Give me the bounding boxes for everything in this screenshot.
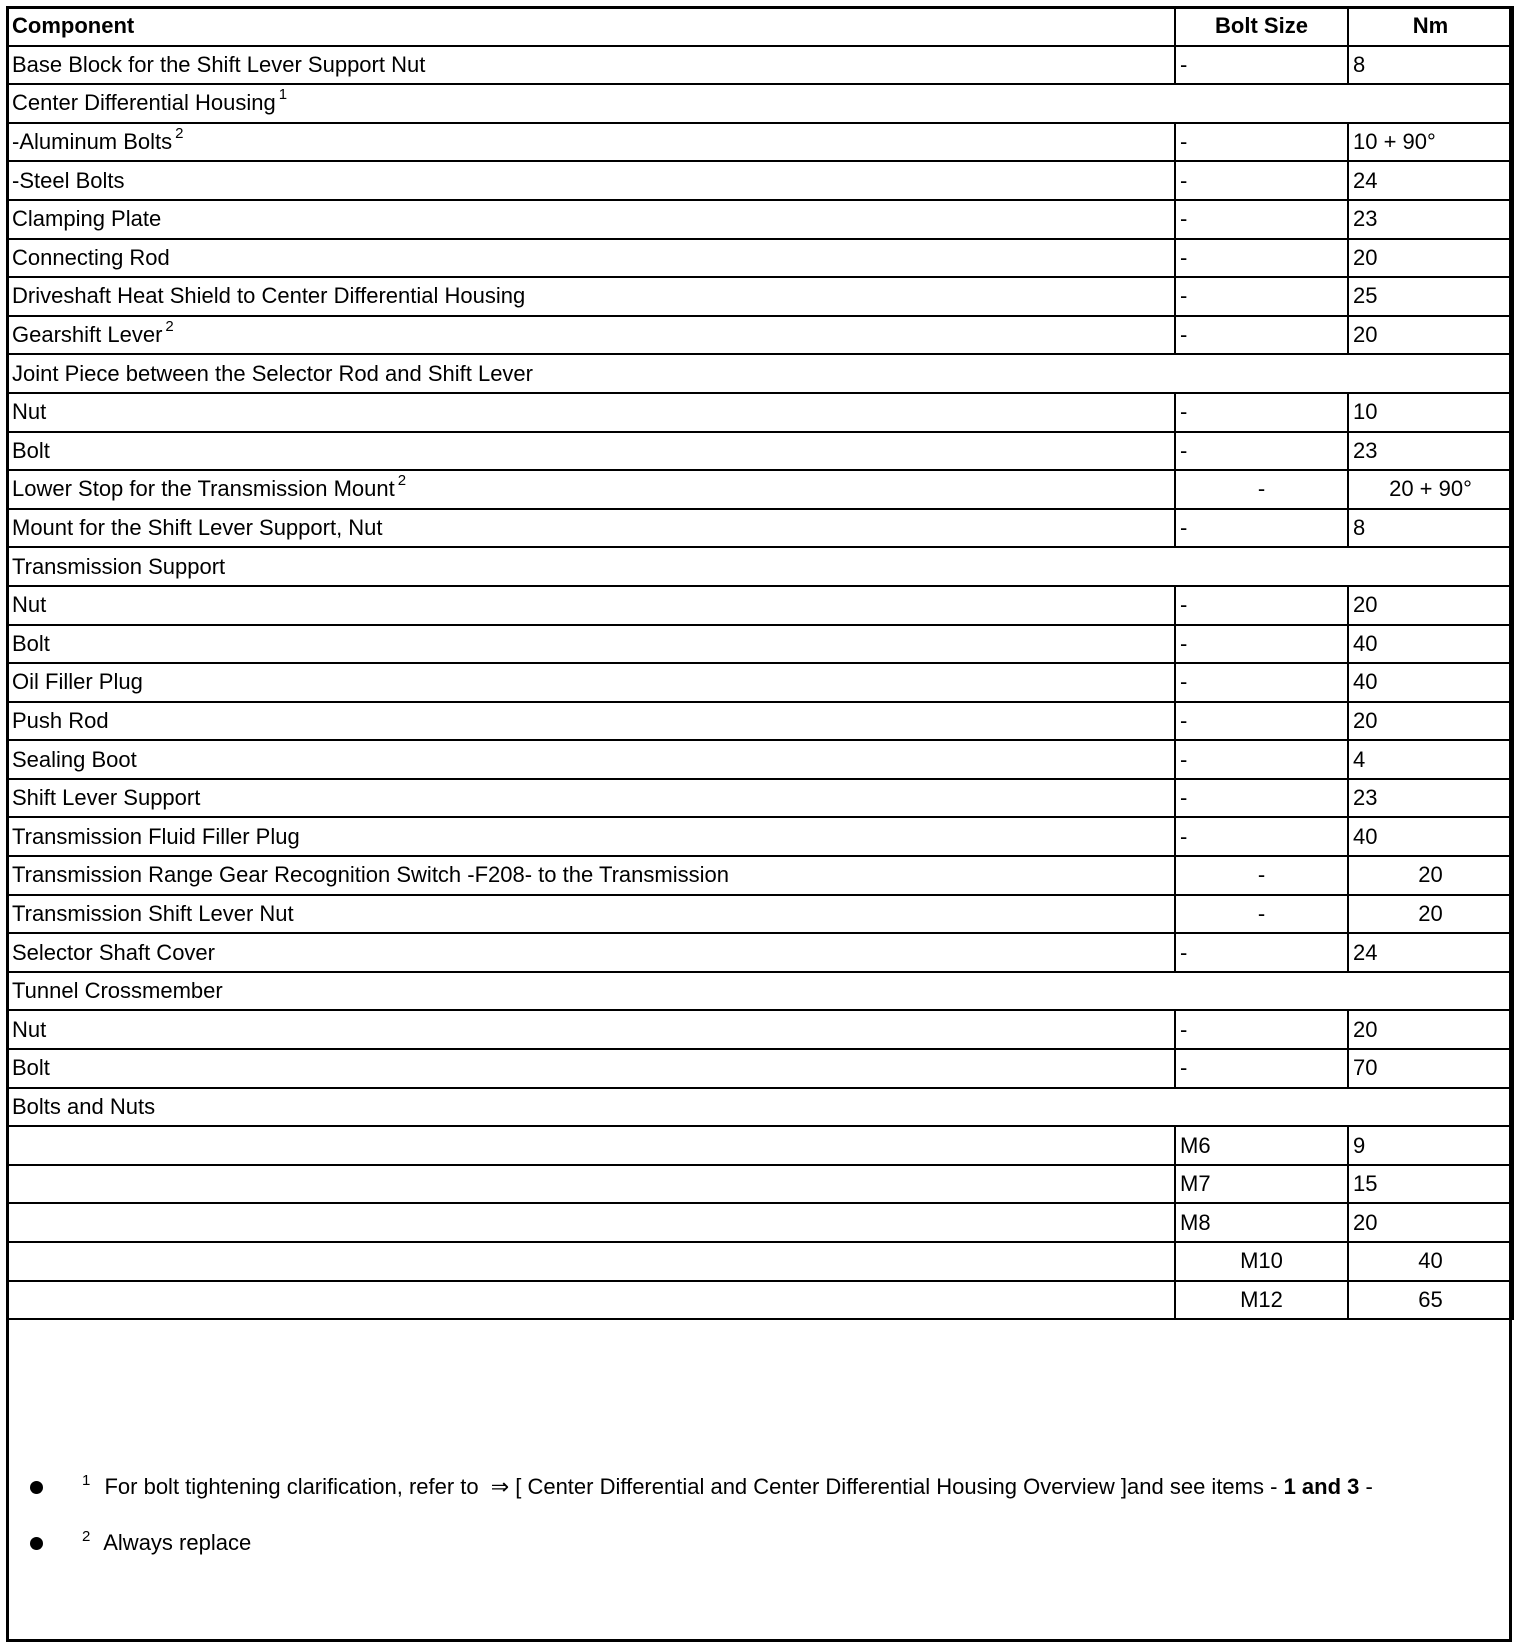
cell-bolt-size: -	[1175, 702, 1348, 741]
header-component: Component	[7, 7, 1175, 46]
table-section-row	[7, 972, 1513, 1011]
cell-component	[7, 1203, 1175, 1242]
cell-nm: 20	[1348, 1203, 1513, 1242]
footnote-2	[30, 1528, 1500, 1558]
table-row	[7, 1049, 1513, 1088]
cell-component	[7, 393, 1175, 432]
cell-nm: 70	[1348, 1049, 1513, 1088]
table-row	[7, 933, 1513, 972]
section-title	[7, 354, 1513, 393]
cell-nm: 20	[1348, 586, 1513, 625]
cell-component	[7, 895, 1175, 934]
cell-component	[7, 740, 1175, 779]
cell-component	[7, 316, 1175, 355]
table-row	[7, 856, 1513, 895]
cell-component	[7, 123, 1175, 162]
table-row	[7, 1126, 1513, 1165]
cell-nm: 24	[1348, 933, 1513, 972]
cell-bolt-size: M10	[1175, 1242, 1348, 1281]
table-row	[7, 779, 1513, 818]
component-label: Oil Filler Plug	[12, 669, 143, 695]
footnote-text-after: and see items	[1127, 1474, 1264, 1499]
cell-nm: 40	[1348, 625, 1513, 664]
cell-nm: 23	[1348, 200, 1513, 239]
cell-bolt-size: -	[1175, 663, 1348, 702]
table-row	[7, 316, 1513, 355]
cell-nm: 20	[1348, 895, 1513, 934]
table-row	[7, 161, 1513, 200]
cell-bolt-size: -	[1175, 1049, 1348, 1088]
component-label: Lower Stop for the Transmission Mount	[12, 476, 395, 502]
table-row	[7, 663, 1513, 702]
bullet-icon	[30, 1481, 43, 1494]
component-label: Bolt	[12, 1055, 50, 1081]
section-label: Bolts and Nuts	[12, 1093, 156, 1119]
cell-component	[7, 46, 1175, 85]
table-row	[7, 895, 1513, 934]
cell-component	[7, 1126, 1175, 1165]
component-label: Driveshaft Heat Shield to Center Differential Housing	[12, 283, 526, 309]
cell-bolt-size: -	[1175, 625, 1348, 664]
cell-nm: 20	[1348, 239, 1513, 278]
component-label: Nut	[12, 399, 47, 425]
cell-nm: 40	[1348, 663, 1513, 702]
cell-bolt-size: -	[1175, 277, 1348, 316]
cell-bolt-size: M12	[1175, 1281, 1348, 1320]
cell-bolt-size: -	[1175, 817, 1348, 856]
footnote-number: 2	[82, 1528, 91, 1545]
table-row	[7, 470, 1513, 509]
cell-nm: 10 + 90°	[1348, 123, 1513, 162]
cell-nm: 65	[1348, 1281, 1513, 1320]
cell-component	[7, 1165, 1175, 1204]
cell-bolt-size: -	[1175, 316, 1348, 355]
table-row	[7, 1203, 1513, 1242]
component-label: Bolt	[12, 630, 50, 656]
footnote-ref: 1	[278, 86, 288, 104]
cell-bolt-size: -	[1175, 470, 1348, 509]
cell-component	[7, 856, 1175, 895]
cell-component	[7, 625, 1175, 664]
section-title	[7, 84, 1513, 123]
table-row	[7, 46, 1513, 85]
table-section-row	[7, 1088, 1513, 1127]
cell-component	[7, 1281, 1175, 1320]
component-label: Shift Lever Support	[12, 785, 201, 811]
cell-nm: 23	[1348, 432, 1513, 471]
section-label: Tunnel Crossmember	[12, 978, 223, 1004]
component-label: Connecting Rod	[12, 244, 170, 270]
section-label: Transmission Support	[12, 553, 226, 579]
cell-component	[7, 509, 1175, 548]
cell-component	[7, 1049, 1175, 1088]
cell-nm: 20	[1348, 702, 1513, 741]
component-label: Transmission Fluid Filler Plug	[12, 823, 300, 849]
cell-nm: 40	[1348, 1242, 1513, 1281]
header-nm: Nm	[1348, 7, 1513, 46]
table-body	[7, 46, 1513, 1320]
component-label: Gearshift Lever	[12, 322, 163, 348]
cell-component	[7, 663, 1175, 702]
table-row	[7, 432, 1513, 471]
component-label: Base Block for the Shift Lever Support Nut	[12, 51, 426, 77]
cell-bolt-size: -	[1175, 1010, 1348, 1049]
cell-bolt-size: -	[1175, 509, 1348, 548]
table-row	[7, 740, 1513, 779]
cell-bolt-size: -	[1175, 779, 1348, 818]
cell-nm: 20	[1348, 1010, 1513, 1049]
section-title	[7, 1088, 1513, 1127]
cell-nm: 25	[1348, 277, 1513, 316]
table-row	[7, 200, 1513, 239]
footnote-ref: 2	[397, 472, 407, 490]
link-arrow-icon: ⇒	[490, 1474, 510, 1499]
table-row	[7, 509, 1513, 548]
cell-nm: 40	[1348, 817, 1513, 856]
footnote-ref: 2	[175, 125, 184, 143]
cell-bolt-size: M6	[1175, 1126, 1348, 1165]
cell-component	[7, 470, 1175, 509]
table-row	[7, 586, 1513, 625]
cell-nm: 20	[1348, 856, 1513, 895]
footnote-items: 1 and 3	[1283, 1474, 1360, 1499]
section-title	[7, 972, 1513, 1011]
table-section-row	[7, 84, 1513, 123]
cell-nm: 9	[1348, 1126, 1513, 1165]
footnotes	[30, 1472, 1500, 1584]
cell-nm: 8	[1348, 46, 1513, 85]
component-label: Clamping Plate	[12, 206, 162, 232]
cell-component	[7, 702, 1175, 741]
cell-bolt-size: -	[1175, 200, 1348, 239]
cross-reference-link[interactable]: [ Center Differential and Center Differential Housing Overview ]	[515, 1474, 1128, 1499]
cell-component	[7, 161, 1175, 200]
cell-bolt-size: M7	[1175, 1165, 1348, 1204]
cell-bolt-size: -	[1175, 933, 1348, 972]
cell-nm: 20 + 90°	[1348, 470, 1513, 509]
cell-component	[7, 933, 1175, 972]
cell-bolt-size: -	[1175, 586, 1348, 625]
cell-bolt-size: -	[1175, 123, 1348, 162]
cell-bolt-size: -	[1175, 895, 1348, 934]
table-row	[7, 1281, 1513, 1320]
table-row	[7, 817, 1513, 856]
cell-nm: 4	[1348, 740, 1513, 779]
component-label: Mount for the Shift Lever Support, Nut	[12, 515, 383, 541]
table-row	[7, 625, 1513, 664]
component-label: Sealing Boot	[12, 746, 137, 772]
table-row	[7, 393, 1513, 432]
component-label: -Steel Bolts	[12, 167, 125, 193]
header-bolt-size: Bolt Size	[1175, 7, 1348, 46]
table-section-row	[7, 354, 1513, 393]
component-label: Transmission Range Gear Recognition Switch -F208- to the Transmission	[12, 862, 729, 888]
footnote-dash: -	[1270, 1474, 1278, 1499]
footnote-1	[30, 1472, 1500, 1502]
cell-component	[7, 779, 1175, 818]
table-row	[7, 123, 1513, 162]
component-label: Nut	[12, 592, 47, 618]
footnote-dash: -	[1365, 1474, 1373, 1499]
cell-component	[7, 200, 1175, 239]
cell-bolt-size: -	[1175, 239, 1348, 278]
cell-nm: 15	[1348, 1165, 1513, 1204]
cell-component	[7, 277, 1175, 316]
table-row	[7, 239, 1513, 278]
cell-component	[7, 1242, 1175, 1281]
component-label: -Aluminum Bolts	[12, 129, 173, 155]
table-row	[7, 1242, 1513, 1281]
table-row	[7, 1010, 1513, 1049]
cell-bolt-size: -	[1175, 856, 1348, 895]
cell-component	[7, 432, 1175, 471]
table-row	[7, 277, 1513, 316]
table-row	[7, 702, 1513, 741]
bullet-icon	[30, 1537, 43, 1550]
cell-nm: 10	[1348, 393, 1513, 432]
component-label: Transmission Shift Lever Nut	[12, 900, 294, 926]
cell-bolt-size: -	[1175, 161, 1348, 200]
section-label: Joint Piece between the Selector Rod and Shift Lever	[12, 360, 533, 386]
component-label: Selector Shaft Cover	[12, 939, 215, 965]
footnote-text: Always replace	[103, 1530, 252, 1555]
section-label: Center Differential Housing	[12, 90, 276, 116]
torque-spec-table	[6, 6, 1514, 1320]
cell-bolt-size: -	[1175, 46, 1348, 85]
cell-component	[7, 817, 1175, 856]
component-label: Nut	[12, 1016, 47, 1042]
cell-component	[7, 239, 1175, 278]
cell-component	[7, 586, 1175, 625]
component-label: Push Rod	[12, 707, 109, 733]
cell-nm: 20	[1348, 316, 1513, 355]
cell-bolt-size: -	[1175, 740, 1348, 779]
cell-component	[7, 1010, 1175, 1049]
footnote-ref: 2	[165, 318, 174, 336]
cell-bolt-size: -	[1175, 393, 1348, 432]
footnote-text: For bolt tightening clarification, refer to	[104, 1474, 479, 1499]
cell-bolt-size: M8	[1175, 1203, 1348, 1242]
table-header-row	[7, 7, 1513, 46]
cell-nm: 8	[1348, 509, 1513, 548]
table-row	[7, 1165, 1513, 1204]
component-label: Bolt	[12, 437, 50, 463]
footnote-number: 1	[82, 1472, 91, 1489]
cell-nm: 23	[1348, 779, 1513, 818]
table-section-row	[7, 547, 1513, 586]
cell-bolt-size: -	[1175, 432, 1348, 471]
cell-nm: 24	[1348, 161, 1513, 200]
section-title	[7, 547, 1513, 586]
